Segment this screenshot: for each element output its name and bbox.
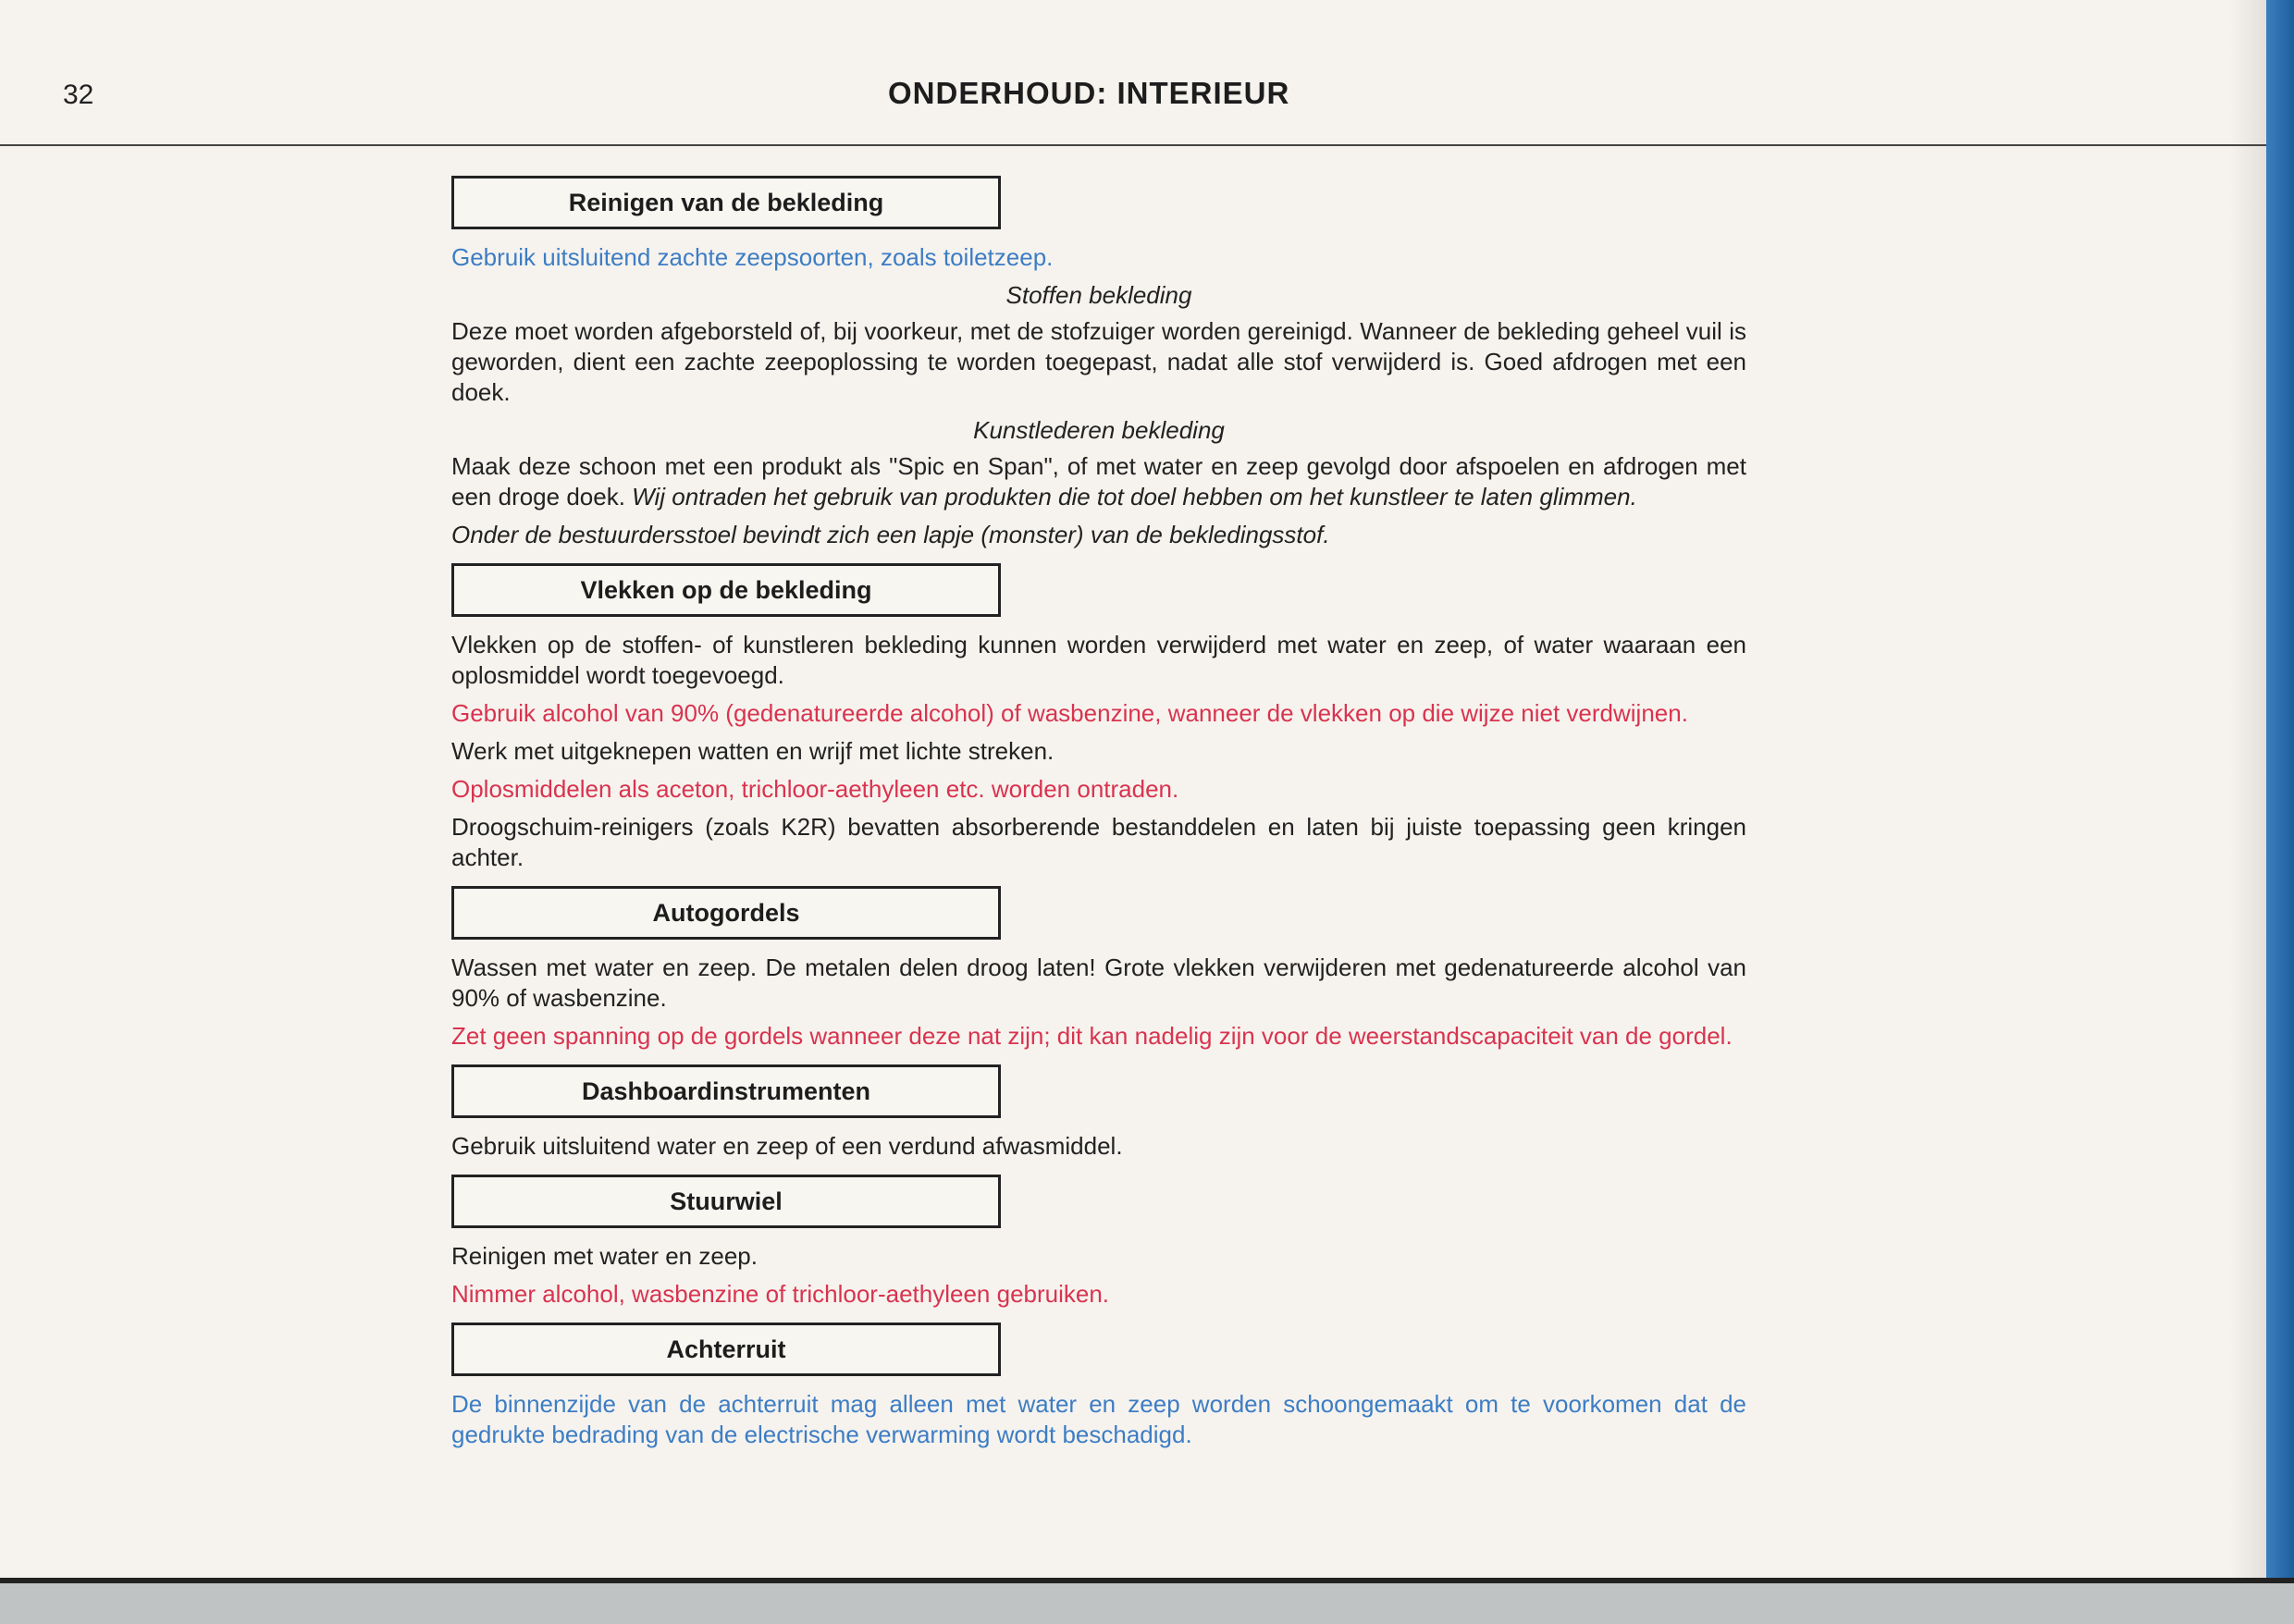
section-reinigen [451,176,1746,550]
section-stuurwiel [451,1175,1746,1310]
section-heading: Dashboardinstrumenten [451,1064,1001,1118]
paragraph: Droogschuim-reinigers (zoals K2R) bevatten absorberende bestanddelen en laten bij juiste toepassing geen kringen achter. [451,813,1746,871]
section-heading: Reinigen van de bekleding [451,176,1001,229]
paragraph: De binnenzijde van de achterruit mag alleen met water en zeep worden schoongemaakt om te voorkomen dat de gedrukte bedrading van de electrische verwarming wordt beschadigd. [451,1390,1746,1448]
warning-text: Oplosmiddelen als aceton, trichloor-aethyleen etc. worden ontraden. [451,775,1179,803]
section-heading: Stuurwiel [451,1175,1001,1228]
subheading-kunstleder: Kunstlederen bekleding [973,416,1225,444]
page-fold-shadow [2229,0,2266,1581]
warning-text: Zet geen spanning op de gordels wanneer deze nat zijn; dit kan nadelig zijn voor de weerstandscapaciteit van de gordel. [451,1022,1733,1050]
page-content [451,176,1746,1463]
section-autogordels [451,886,1746,1052]
section-heading: Vlekken op de bekleding [451,563,1001,617]
page-title: ONDERHOUD: INTERIEUR [888,76,1290,110]
paragraph: Werk met uitgeknepen watten en wrijf met lichte streken. [451,737,1054,765]
paragraph: Reinigen met water en zeep. [451,1242,758,1270]
section-heading: Autogordels [451,886,1001,940]
warning-text: Nimmer alcohol, wasbenzine of trichloor-aethyleen gebruiken. [451,1280,1110,1308]
subheading-stoffen: Stoffen bekleding [1005,281,1192,309]
paragraph-italic: Onder de bestuurdersstoel bevindt zich een lapje (monster) van de bekledingsstof. [451,521,1330,548]
section-achterruit [451,1323,1746,1450]
section-intro: Gebruik uitsluitend zachte zeepsoorten, zoals toiletzeep. [451,243,1054,271]
paragraph: Vlekken op de stoffen- of kunstleren bekleding kunnen worden verwijderd met water en zeep, of water waaraan een oplosmiddel wordt toegevoegd. [451,631,1746,689]
page-number: 32 [63,80,94,110]
warning-text: Gebruik alcohol van 90% (gedenatureerde alcohol) of wasbenzine, wanneer de vlekken op die wijze niet verdwijnen. [451,699,1688,727]
section-dashboard [451,1064,1746,1162]
paragraph [451,451,1746,512]
section-heading: Achterruit [451,1323,1001,1376]
section-vlekken [451,563,1746,873]
binding-spine [2266,0,2294,1581]
paragraph: Deze moet worden afgeborsteld of, bij voorkeur, met de stofzuiger worden gereinigd. Wanneer de bekleding geheel vuil is geworden, dient een zachte zeepoplossing te worden toegepast, nadat alle stof verwijderd is. Goed afdrogen met een doek. [451,317,1746,406]
paragraph: Gebruik uitsluitend water en zeep of een verdund afwasmiddel. [451,1132,1123,1160]
header-divider [0,144,2266,146]
paragraph-italic: Wij ontraden het gebruik van produkten die tot doel hebben om het kunstleer te laten glimmen. [632,483,1637,511]
paragraph: Wassen met water en zeep. De metalen delen droog laten! Grote vlekken verwijderen met gedenatureerde alcohol van 90% of wasbenzine. [451,953,1746,1012]
paragraph-text: Maak deze schoon met een produkt als "Spic en Span", of met water en zeep gevolgd door afspoelen en afdrogen met een droge doek. [451,452,1746,511]
bottom-edge [0,1578,2294,1624]
